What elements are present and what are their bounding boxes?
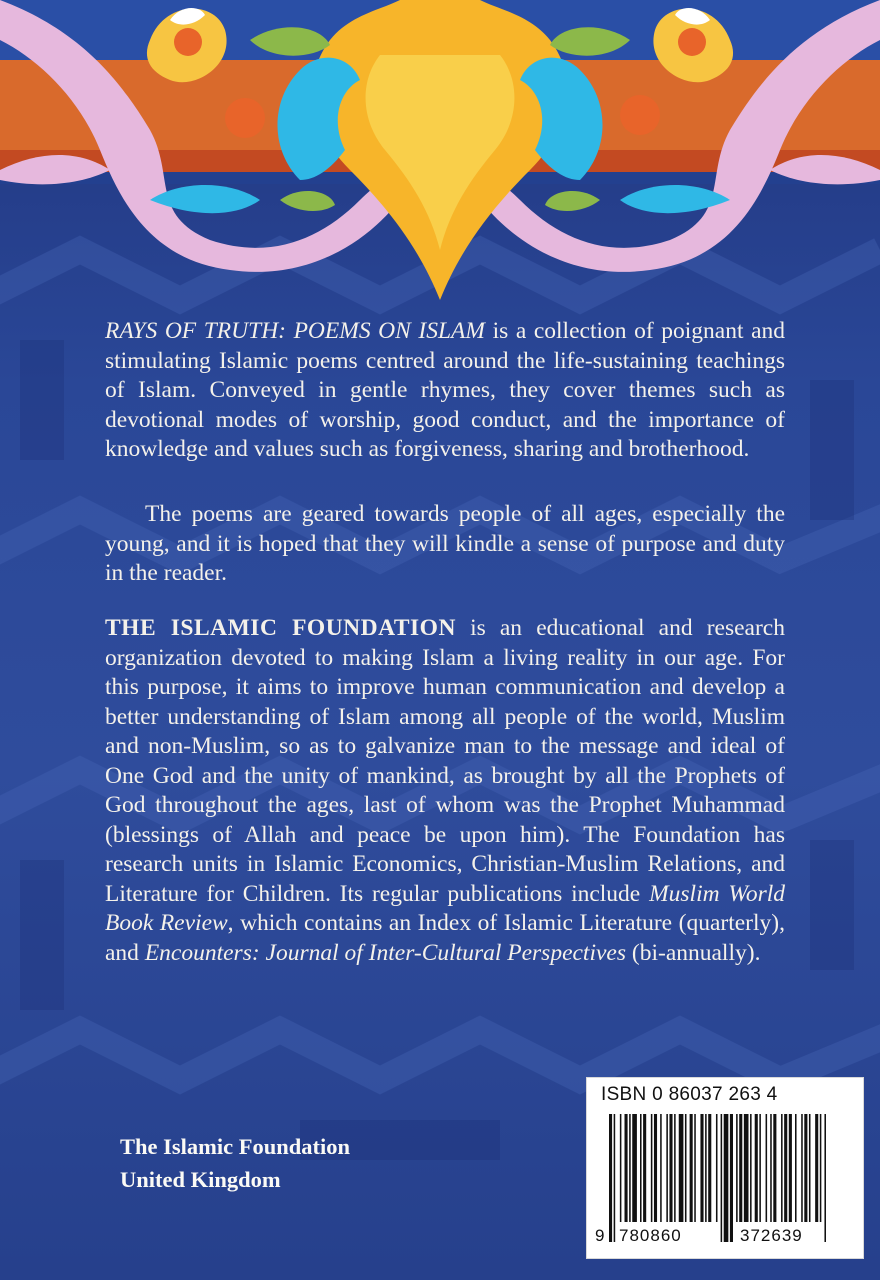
barcode-bar [651, 1114, 653, 1222]
barcode-bar [625, 1114, 628, 1222]
barcode-bar [730, 1114, 733, 1242]
barcode-bar [804, 1114, 807, 1222]
barcode-bar [773, 1114, 776, 1222]
publisher-country: United Kingdom [120, 1167, 281, 1192]
isbn-label: ISBN 0 86037 263 4 [601, 1084, 778, 1105]
book-description-text: is a collection of poignant and stimulating Islamic poems centred around the life-sustaining teachings of Islam. Conveyed in gentle rhymes, they cover themes such as devotional modes of worship, good conduct, and the importance of knowledge and values such as forgiveness, sharing and brotherhood. [105, 318, 786, 462]
barcode-bar [820, 1114, 822, 1222]
barcode-bar [809, 1114, 811, 1222]
barcode-bar [755, 1114, 758, 1222]
barcode-bar [609, 1114, 612, 1242]
barcode-bar [750, 1114, 752, 1222]
barcode-bar [705, 1114, 707, 1222]
barcode-bar [700, 1114, 703, 1222]
barcode-bar [721, 1114, 723, 1242]
barcode-bar [669, 1114, 672, 1222]
barcode-bar [679, 1114, 684, 1222]
foundation-text-3: (bi-annually). [626, 939, 761, 966]
foundation-text-1: is an educational and research organization devoted to making Islam a living reality in our age. For this purpose, it aims to improve human communication and develop a better understanding of Islam among all people of the world, Muslim and non-Muslim, so as to galvanize man to the message and ideal of One God and the unity of mankind, as brought by all the Prophets of God throughout the ages, last of whom was the Prophet Muhammad (blessings of Allah and peace be upon him). The Foundation has research units in Islamic Economics, Christian-Muslim Relations, and Literature for Children. Its regular publications include [105, 615, 785, 907]
barcode-bar [736, 1114, 738, 1222]
barcode-bar [660, 1114, 662, 1222]
publication-title-2: Encounters: Journal of Inter-Cultural Perspectives [144, 939, 627, 966]
isbn-barcode-box [586, 1077, 864, 1259]
barcode-bar [640, 1114, 642, 1222]
publication-title-1: Muslim World Book Review [105, 880, 786, 936]
barcode-bar [654, 1114, 657, 1222]
isbn-digit-group-1: 780860 [619, 1226, 682, 1245]
barcode-bar [759, 1114, 761, 1222]
foundation-text-2: , which contains an Index of Islamic Literature (quarterly), and [105, 910, 785, 966]
foundation-name: THE ISLAMIC FOUNDATION [105, 615, 456, 641]
publisher-name: The Islamic Foundation [120, 1134, 351, 1159]
barcode-bar [815, 1114, 818, 1222]
barcode-bar [620, 1114, 622, 1222]
floral-arabesque-ornament [0, 0, 880, 300]
barcode-bar [694, 1114, 696, 1222]
isbn-first-digit: 9 [595, 1226, 605, 1245]
barcode-bar [629, 1114, 631, 1222]
barcode-bar [784, 1114, 787, 1222]
barcode-bar [795, 1114, 797, 1222]
barcode-bar [690, 1114, 693, 1222]
barcode-bar [685, 1114, 687, 1222]
barcode-bar [770, 1114, 772, 1222]
barcode-bar [801, 1114, 803, 1222]
barcode-bar [744, 1114, 749, 1222]
barcode-bar [666, 1114, 668, 1222]
barcode-bar [632, 1114, 637, 1222]
foundation-paragraph [105, 614, 785, 968]
barcode-bar [824, 1114, 826, 1242]
barcode-bar [739, 1114, 742, 1222]
barcode-bar [789, 1114, 792, 1222]
book-title: RAYS OF TRUTH: POEMS ON ISLAM [105, 318, 485, 344]
book-description-paragraph [105, 317, 785, 465]
audience-paragraph: The poems are geared towards people of all ages, especially the young, and it is hoped that they will kindle a sense of purpose and duty in the reader. [105, 501, 785, 586]
barcode-bar [716, 1114, 718, 1222]
barcode-bar [643, 1114, 646, 1222]
barcode-bar [708, 1114, 711, 1222]
barcode-bar [674, 1114, 676, 1222]
barcode-bar [781, 1114, 783, 1222]
barcode-bar [614, 1114, 616, 1242]
barcode-bar [766, 1114, 768, 1222]
publisher-imprint [120, 1130, 350, 1196]
barcode-bar [724, 1114, 729, 1242]
isbn-digit-group-2: 372639 [740, 1226, 803, 1245]
